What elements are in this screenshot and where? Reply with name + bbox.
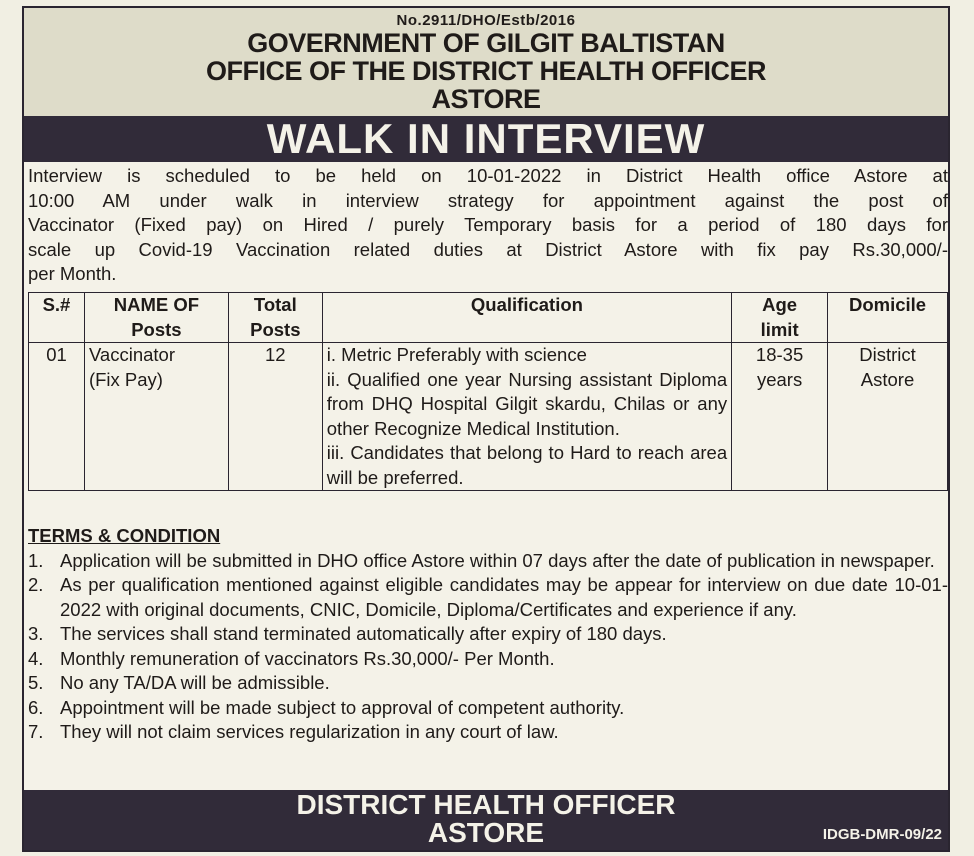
qualification-2: ii. Qualified one year Nursing assistant Diploma from DHQ Hospital Gilgit skardu, Chilas or any other Recognize Medical Institution. — [326, 368, 728, 439]
terms-section — [28, 524, 948, 745]
intro-line: 10:00 AM under walk in interview strategy for appointment against the post of — [28, 189, 948, 211]
qualification-1: i. Metric Preferably with science — [326, 344, 587, 365]
table-header-row — [29, 293, 948, 343]
government-title: GOVERNMENT OF GILGIT BALTISTAN — [247, 28, 725, 58]
district-title: ASTORE — [431, 84, 541, 114]
header-name: NAME OF Posts — [84, 293, 228, 343]
qualification-3: iii. Candidates that belong to Hard to reach area will be preferred. — [326, 442, 728, 488]
banner-title: WALK IN INTERVIEW — [24, 116, 948, 162]
intro-paragraph — [28, 164, 948, 287]
list-item: 2. As per qualification mentioned against eligible candidates may be appear for interview on due date 10-01-2022 with original documents, CNIC, Domicile, Diploma/Certificates and experience if any. — [28, 574, 948, 620]
cell-domicile: District Astore — [828, 343, 948, 491]
footer — [24, 790, 948, 850]
terms-title: TERMS & CONDITION — [28, 525, 221, 546]
header-domicile: Domicile — [828, 293, 948, 343]
header — [24, 8, 948, 116]
office-title: OFFICE OF THE DISTRICT HEALTH OFFICER — [206, 56, 766, 86]
list-item: 1. Application will be submitted in DHO office Astore within 07 days after the date of publication in newspaper. — [28, 549, 935, 571]
cell-age: 18-35 years — [732, 343, 828, 491]
cell-total: 12 — [228, 343, 322, 491]
reference-number: No.2911/DHO/Estb/2016 — [396, 12, 576, 29]
cell-sn: 01 — [29, 343, 85, 491]
list-item: 6. Appointment will be made subject to approval of competent authority. — [28, 696, 625, 718]
cell-qualification — [322, 343, 731, 491]
posts-table — [28, 292, 948, 491]
table-row — [29, 343, 948, 491]
list-item: 3. The services shall stand terminated automatically after expiry of 180 days. — [28, 623, 667, 644]
intro-line: Interview is scheduled to be held on 10-01-2022 in District Health office Astore at — [28, 165, 948, 186]
signatory-district: ASTORE — [427, 817, 545, 848]
header-age: Age limit — [732, 293, 828, 343]
ad-code: IDGB-DMR-09/22 — [822, 826, 942, 843]
intro-line: per Month. — [28, 263, 117, 284]
intro-line: Vaccinator (Fixed pay) on Hired / purely Temporary basis for a period of 180 days for — [28, 214, 948, 235]
intro-line: scale up Covid-19 Vaccination related duties at District Astore with fix pay Rs.30,000/- — [28, 238, 948, 260]
signatory-title: DISTRICT HEALTH OFFICER — [296, 789, 676, 820]
list-item: 5. No any TA/DA will be admissible. — [28, 672, 330, 693]
cell-name: Vaccinator (Fix Pay) — [84, 343, 228, 491]
list-item: 7. They will not claim services regularization in any court of law. — [28, 721, 559, 742]
header-qualification: Qualification — [322, 293, 731, 343]
list-item: 4. Monthly remuneration of vaccinators Rs.30,000/- Per Month. — [28, 647, 555, 669]
header-sn: S.# — [29, 293, 85, 343]
terms-list — [28, 549, 948, 745]
advertisement — [22, 6, 950, 852]
header-total: Total Posts — [228, 293, 322, 343]
